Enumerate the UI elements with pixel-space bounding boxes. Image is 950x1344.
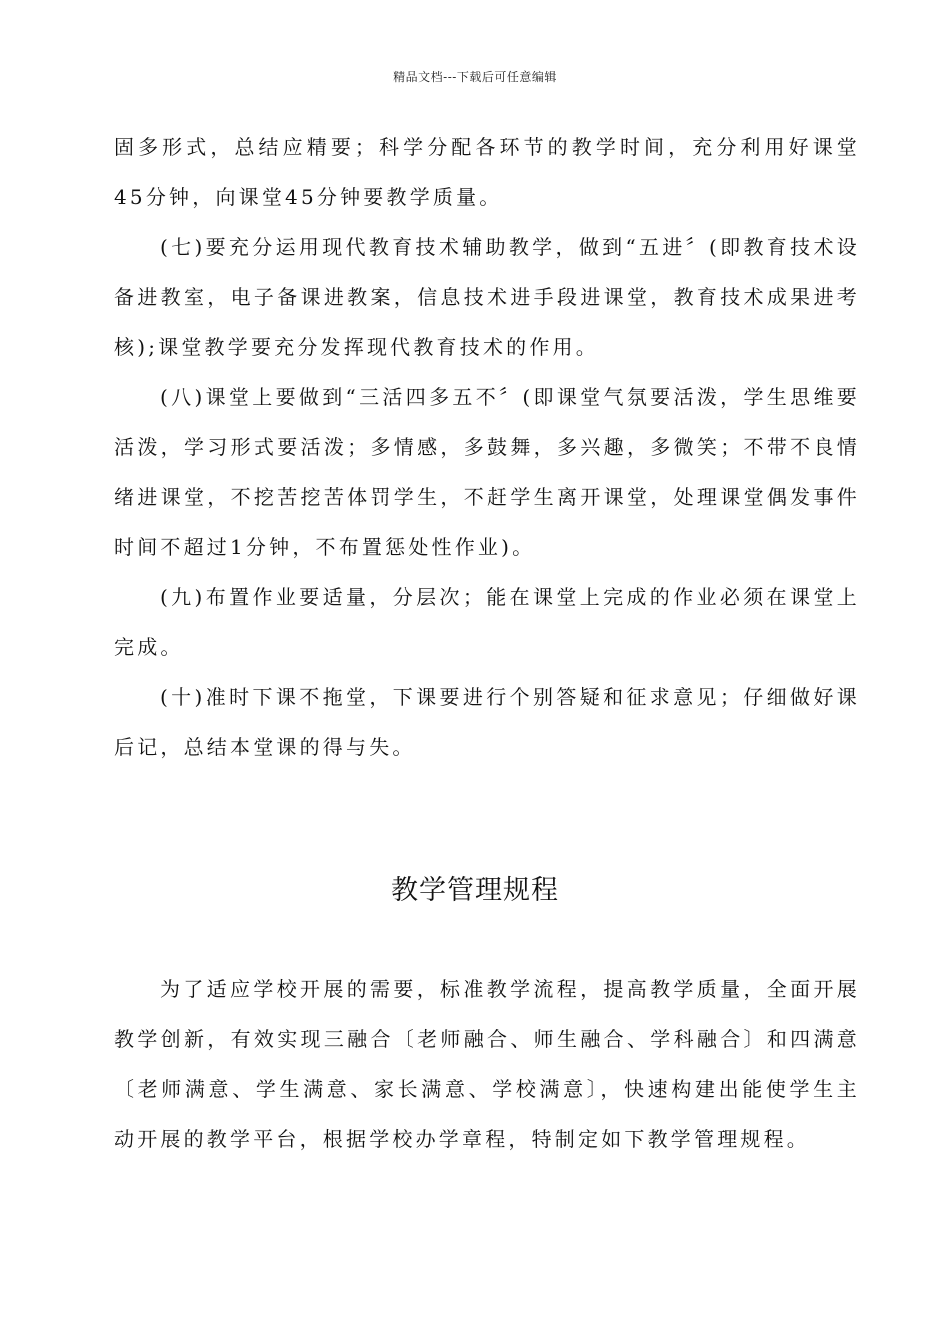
- paragraph-item-9: (九)布置作业要适量，分层次；能在课堂上完成的作业必须在课堂上完成。: [114, 585, 860, 659]
- page-header: 精品文档---下载后可任意编辑: [393, 70, 557, 84]
- paragraph-item-7: (七)要充分运用现代教育技术辅助教学，做到“五进〞(即教育技术设备进教室，电子备课进教案，信息技术进手段进课堂，教育技术成果进考核);课堂教学要充分发挥现代教育技术的作用。: [114, 235, 860, 359]
- section-body: [114, 964, 860, 1164]
- section-intro-paragraph: 为了适应学校开展的需要，标准教学流程，提高教学质量，全面开展教学创新，有效实现三融合〔老师融合、师生融合、学科融合〕和四满意〔老师满意、学生满意、家长满意、学校满意〕，快速构建出能使学生主动开展的教学平台，根据学校办学章程，特制定如下教学管理规程。: [114, 977, 860, 1151]
- section-title: 教学管理规程: [391, 875, 559, 906]
- paragraph-item-10: (十)准时下课不拖堂，下课要进行个别答疑和征求意见；仔细做好课后记，总结本堂课的得与失。: [114, 685, 860, 759]
- paragraph-item-8: (八)课堂上要做到“三活四多五不〞(即课堂气氛要活泼，学生思维要活泼，学习形式要活泼；多情感，多鼓舞，多兴趣，多微笑；不带不良情绪进课堂，不挖苦挖苦体罚学生，不赶学生离开课堂，处理课堂偶发事件时间不超过1分钟，不布置惩处性作业)。: [114, 385, 860, 559]
- document-body: [114, 122, 860, 772]
- paragraph-continuation: 固多形式，总结应精要；科学分配各环节的教学时间，充分利用好课堂45分钟，向课堂45分钟要教学质量。: [114, 135, 860, 209]
